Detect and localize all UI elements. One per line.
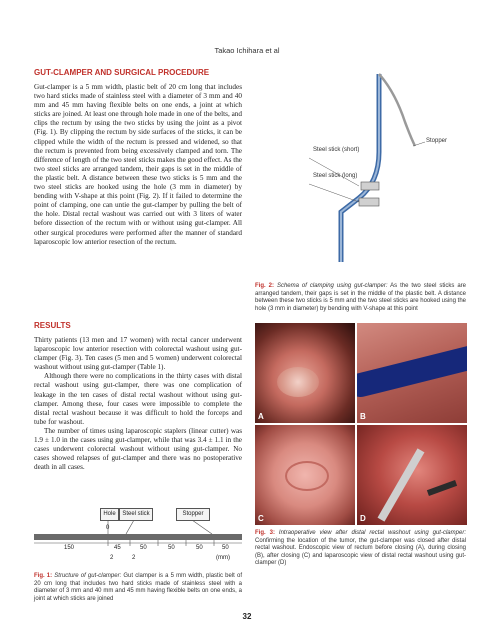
section-title-gut-clamper: GUT-CLAMPER AND SURGICAL PROCEDURE <box>34 68 210 77</box>
caption-title: Intraoperative view after distal rectal washout using gut-clamper: <box>278 530 466 536</box>
running-header: Takao Ichihara et al <box>214 46 280 55</box>
dimension-label: 50 <box>140 545 147 551</box>
paragraph: Thirty patients (13 men and 17 women) with rectal cancer underwent laparoscopic low anterior resection with colorectal washout using gut-clamper (Fig. 3). Ten cases (5 men and 5 women) underwent colorectal washout without using gut-clamper (Table 1). <box>34 336 242 372</box>
washout-tube <box>427 480 457 496</box>
paragraph: The number of times using laparoscopic staplers (linear cutter) was 1.9 ± 1.0 in the cases using gut-clamper, while that was 3.4 ± 1.1 in the cases underwent colorectal washout without using gut-clamper. No cases showed relapses of gut-clamper and there was no postoperative death in all cases. <box>34 426 242 472</box>
figure-1-caption <box>34 573 242 603</box>
laparoscopic-photo-d <box>357 425 467 525</box>
section-title-results: RESULTS <box>34 321 71 330</box>
tumor-region <box>277 367 319 397</box>
caption-title: Structure of gut-clamper: <box>54 573 122 579</box>
closed-lumen <box>285 461 329 491</box>
panel-label-c: C <box>258 514 264 523</box>
dimension-label: 50 <box>168 545 175 551</box>
caption-text: As the two steel sticks are arranged tandem, their gaps is set in the middle of the plastic belt. A distance between these two sticks is 5 mm and the two steel sticks are hooked using the hole (3 mm in diameter) by bending with V-shape at this point <box>255 283 466 312</box>
dimension-label: 150 <box>64 545 75 551</box>
steel-stick-label: Steel stick <box>119 508 153 521</box>
dimension-label: 50 <box>222 545 229 551</box>
subdimension-label: 2 <box>110 555 114 561</box>
caption-label: Fig. 3: <box>255 530 275 536</box>
caption-label: Fig. 2: <box>255 283 274 289</box>
steel-stick-long-label: Steel stick (long) <box>313 173 358 179</box>
endoscopic-photo-c <box>255 425 355 525</box>
paragraph: Gut-clamper is a 5 mm width, plastic belt of 20 cm long that includes two hard sticks made of stainless steel with a diameter of 3 mm and 40 mm and 45 mm having flexible belts on one ends, a joint at which sticks are joined. At least one through hole made in one of the belts, and clips the rectum by using the two sticks by using the joint as a pivot (Fig. 1). By clipping the rectum by side surfaces of the sticks, it can be clipped while the width of the rectum is pressed and widened, so that the rectum is prevented from being excessively clamped and torn. The difference of length of the two steel sticks makes the good effect. As the two steel sticks are arranged tandem, their gaps is set in the middle of the plastic belt. A distance between these two sticks is 5 mm and the two steel sticks are hooked using the hole (3 mm in diameter) by bending with V-shape at this point (Fig. 2). If it failed to determine the point of clamping, one can untie the gut-clamper by pulling the belt of the hole. Distal rectal washout was carried out with 3 liters of water before dissection of the rectum with or without using gut-clamper. All other surgical procedures were performed after the manner of standard laparoscopic low anterior resection of the rectum. <box>34 83 242 246</box>
page-number: 32 <box>242 612 252 621</box>
endoscopic-photo-a <box>255 323 355 423</box>
stopper-label: Stopper <box>176 508 210 521</box>
panel-label-a: A <box>258 412 264 421</box>
figure-2-schema <box>255 62 465 272</box>
hole-label: Hole <box>100 508 119 521</box>
caption-text: Confirming the location of the tumor, the gut-clamper was closed after distal rectal washout. Endoscopic view of rectum before closing (A), during closing (B), after closing (C) and laparoscopic view of distal rectal washout using gut-clamper (D) <box>255 537 466 567</box>
caption-text: Gut clamper is a 5 mm width, plastic belt of 20 cm long that includes two hard sticks made of stainless steel with a diameter of 3 mm and 40 mm and 45 mm having flexible belts on one ends, a joint at which sticks are joined <box>34 573 242 602</box>
figure-3-caption <box>255 530 466 568</box>
caption-label: Fig. 1: <box>34 573 53 579</box>
dimension-label: 45 <box>114 545 121 551</box>
steel-stick-short-label: Steel stick (short) <box>313 147 360 153</box>
subdimension-label: 2 <box>132 555 136 561</box>
zero-mark: 0 <box>106 525 110 531</box>
leader-lines <box>34 520 242 534</box>
endoscopic-photo-b <box>357 323 467 423</box>
section-body-results <box>34 336 242 472</box>
gut-clamper-belt <box>357 342 467 399</box>
forceps <box>378 448 425 521</box>
panel-label-b: B <box>360 412 366 421</box>
dimension-label: 50 <box>196 545 203 551</box>
paragraph: Although there were no complications in the thirty cases with distal rectal washout using gut-clamper, there was one complication of leakage in the ten cases of distal rectal washout without using gut-clamper. Among these, four cases were impossible to complete the distal rectal washout because it was difficult to hold the forceps and tube for washout. <box>34 372 242 426</box>
panel-label-d: D <box>360 514 366 523</box>
stopper-label: Stopper <box>426 138 448 144</box>
caption-title: Schema of clamping using gut-clamper: <box>276 283 388 289</box>
figure-1-diagram <box>34 508 242 570</box>
unit-label: (mm) <box>216 555 230 561</box>
section-body-gut-clamper <box>34 83 242 247</box>
figure-2-caption <box>255 283 466 313</box>
